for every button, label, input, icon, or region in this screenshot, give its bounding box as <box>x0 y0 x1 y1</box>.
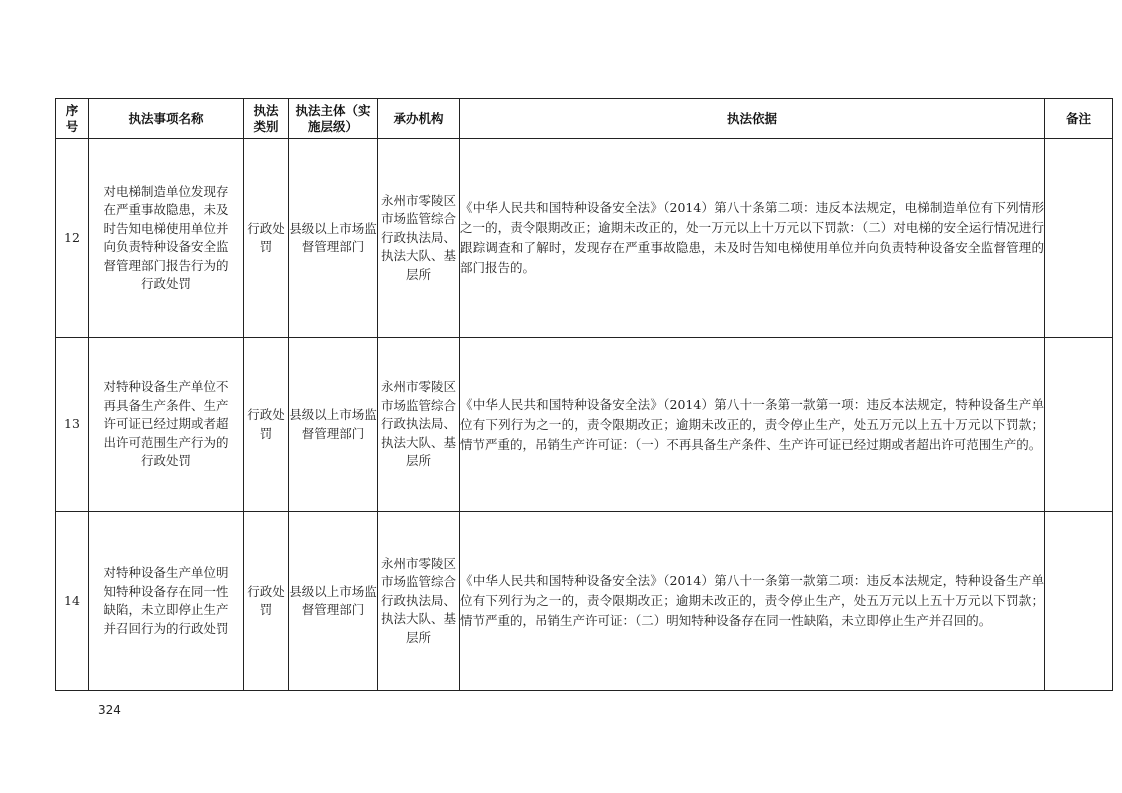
table-row <box>56 338 1113 512</box>
header-name: 执法事项名称 <box>89 99 244 139</box>
header-org: 承办机构 <box>378 99 460 139</box>
enforcement-type: 行政处罚 <box>244 338 289 512</box>
enforcement-table <box>55 98 1113 691</box>
legal-basis: 《中华人民共和国特种设备安全法》（2014）第八十一条第一款第一项：违反本法规定，特种设备生产单位有下列行为之一的，责令限期改正；逾期未改正的，责令停止生产，处五万元以上五十万元以下罚款；情节严重的，吊销生产许可证：（一）不再具备生产条件、生产许可证已经过期或者超出许可范围生产的。 <box>460 338 1045 512</box>
remarks <box>1045 338 1113 512</box>
handling-org: 永州市零陵区市场监管综合行政执法局、执法大队、基层所 <box>378 338 460 512</box>
table-row <box>56 512 1113 691</box>
remarks <box>1045 512 1113 691</box>
header-row <box>56 99 1113 139</box>
legal-basis: 《中华人民共和国特种设备安全法》（2014）第八十条第二项：违反本法规定，电梯制造单位有下列情形之一的，责令限期改正；逾期未改正的，处一万元以上十万元以下罚款：（二）对电梯的安全运行情况进行跟踪调查和了解时，发现存在严重事故隐患，未及时告知电梯使用单位并向负责特种设备安全监督管理的部门报告的。 <box>460 139 1045 338</box>
enforcement-type: 行政处罚 <box>244 512 289 691</box>
item-name: 对特种设备生产单位不再具备生产条件、生产许可证已经过期或者超出许可范围生产行为的行政处罚 <box>89 338 244 512</box>
header-no: 序号 <box>56 99 89 139</box>
row-number: 12 <box>56 139 89 338</box>
row-number: 13 <box>56 338 89 512</box>
header-subject: 执法主体（实施层级） <box>289 99 378 139</box>
page-number: 324 <box>98 703 121 717</box>
enforcement-type: 行政处罚 <box>244 139 289 338</box>
item-name: 对特种设备生产单位明知特种设备存在同一性缺陷，未立即停止生产并召回行为的行政处罚 <box>89 512 244 691</box>
table-row <box>56 139 1113 338</box>
enforcement-subject: 县级以上市场监督管理部门 <box>289 139 378 338</box>
header-type: 执法类别 <box>244 99 289 139</box>
header-note: 备注 <box>1045 99 1113 139</box>
item-name: 对电梯制造单位发现存在严重事故隐患，未及时告知电梯使用单位并向负责特种设备安全监督管理部门报告行为的行政处罚 <box>89 139 244 338</box>
legal-basis: 《中华人民共和国特种设备安全法》（2014）第八十一条第一款第二项：违反本法规定，特种设备生产单位有下列行为之一的，责令限期改正；逾期未改正的，责令停止生产，处五万元以上五十万元以下罚款；情节严重的，吊销生产许可证：（二）明知特种设备存在同一性缺陷，未立即停止生产并召回的。 <box>460 512 1045 691</box>
header-basis: 执法依据 <box>460 99 1045 139</box>
remarks <box>1045 139 1113 338</box>
handling-org: 永州市零陵区市场监管综合行政执法局、执法大队、基层所 <box>378 512 460 691</box>
enforcement-subject: 县级以上市场监督管理部门 <box>289 512 378 691</box>
row-number: 14 <box>56 512 89 691</box>
handling-org: 永州市零陵区市场监管综合行政执法局、执法大队、基层所 <box>378 139 460 338</box>
enforcement-subject: 县级以上市场监督管理部门 <box>289 338 378 512</box>
